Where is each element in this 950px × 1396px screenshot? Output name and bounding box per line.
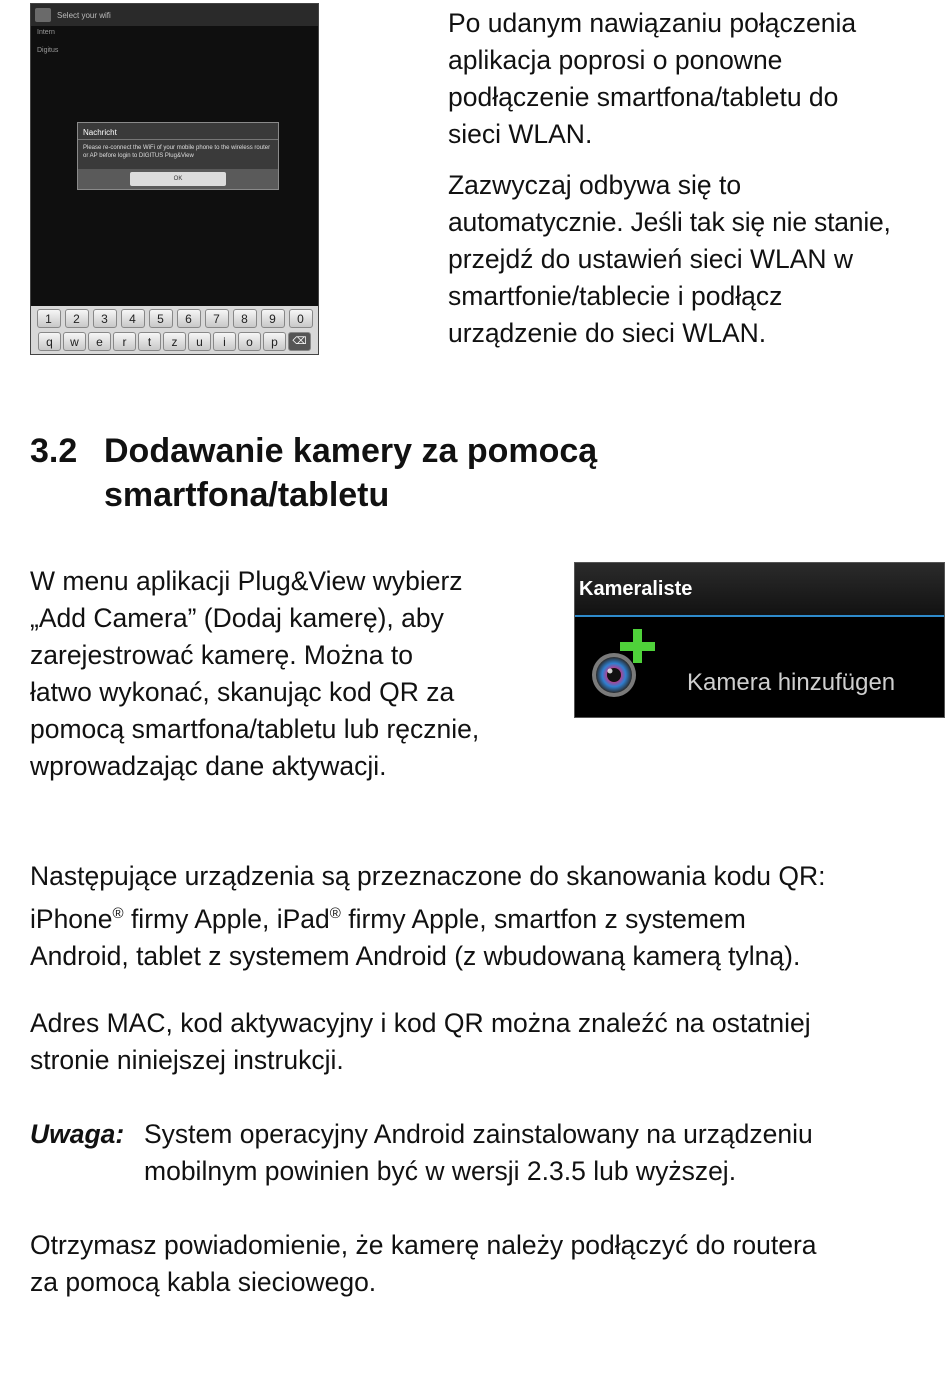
text-line: przejdź do ustawień sieci WLAN w <box>448 244 854 274</box>
dialog-message: Please re-connect the WiFi of your mobile phone to the wireless router or AP before login to DIGITUS Plug&View <box>83 145 271 159</box>
key-t[interactable]: t <box>138 332 161 351</box>
text-line: zarejestrować kamerę. Można to <box>30 640 413 670</box>
text-line: Otrzymasz powiadomienie, że kamerę należy podłączyć do routera <box>30 1230 817 1260</box>
ok-button[interactable]: OK <box>130 172 226 186</box>
camera-add-icon[interactable] <box>589 629 659 699</box>
header-divider <box>575 615 944 617</box>
section-title-line: Dodawanie kamery za pomocą <box>104 432 598 470</box>
key-9[interactable]: 9 <box>261 309 285 328</box>
text-line: podłączenie smartfona/tabletu do <box>448 82 839 112</box>
text-line: Android, tablet z systemem Android (z wbudowaną kamerą tylną). <box>30 940 801 971</box>
text-line: pomocą smartfona/tabletu lub ręcznie, <box>30 714 480 744</box>
automatic-paragraph <box>448 167 950 352</box>
dialog-footer <box>78 169 278 189</box>
key-o[interactable]: o <box>238 332 261 351</box>
mac-paragraph <box>30 1005 930 1079</box>
text-line: automatycznie. Jeśli tak się nie stanie, <box>448 207 891 237</box>
key-4[interactable]: 4 <box>121 309 145 328</box>
registered-mark: ® <box>329 905 341 922</box>
key-3[interactable]: 3 <box>93 309 117 328</box>
key-2[interactable]: 2 <box>65 309 89 328</box>
message-dialog <box>77 122 279 190</box>
wifi-item[interactable]: Intern <box>37 29 55 36</box>
key-e[interactable]: e <box>88 332 111 351</box>
section-title-line: smartfona/tabletu <box>104 476 390 514</box>
text-line: stronie niniejszej instrukcji. <box>30 1045 344 1075</box>
kameraliste-screenshot <box>574 562 945 718</box>
text-line: sieci WLAN. <box>448 119 593 149</box>
text-line <box>30 895 930 938</box>
text-line: Następujące urządzenia są przeznaczone do skanowania kodu QR: <box>30 861 826 891</box>
key-0[interactable]: 0 <box>289 309 313 328</box>
phone-title-bar <box>31 4 318 26</box>
registered-mark: ® <box>112 905 124 922</box>
key-u[interactable]: u <box>188 332 211 351</box>
add-camera-label[interactable]: Kamera hinzufügen <box>687 669 896 696</box>
text-line: łatwo wykonać, skanując kod QR za <box>30 677 455 707</box>
text-line: wprowadzając dane aktywacji. <box>30 751 387 781</box>
text-line: System operacyjny Android zainstalowany na urządzeniu <box>144 1119 813 1149</box>
section-title <box>104 429 597 517</box>
text-line: mobilnym powinien być w wersji 2.3.5 lub wyższej. <box>144 1156 737 1186</box>
key-6[interactable]: 6 <box>177 309 201 328</box>
text-line: Zazwyczaj odbywa się to <box>448 170 742 200</box>
note-label: Uwaga: <box>30 1119 125 1149</box>
app-icon <box>35 8 51 22</box>
iphone-text: iPhone <box>30 903 113 934</box>
key-7[interactable]: 7 <box>205 309 229 328</box>
devices-paragraph <box>30 858 930 975</box>
key-5[interactable]: 5 <box>149 309 173 328</box>
connection-paragraph <box>448 5 948 153</box>
key-p[interactable]: p <box>263 332 286 351</box>
keyboard-row-letters <box>31 332 318 351</box>
text-line: W menu aplikacji Plug&View wybierz <box>30 566 463 596</box>
kameraliste-header: Kameraliste <box>575 563 944 615</box>
phone-title: Select your wifi <box>57 10 111 20</box>
key-q[interactable]: q <box>38 332 61 351</box>
key-8[interactable]: 8 <box>233 309 257 328</box>
phone-screenshot <box>30 3 319 355</box>
intro-paragraph <box>30 563 560 785</box>
text-line: Po udanym nawiązaniu połączenia <box>448 8 857 38</box>
key-r[interactable]: r <box>113 332 136 351</box>
text-line: Adres MAC, kod aktywacyjny i kod QR można znaleźć na ostatniej <box>30 1008 811 1038</box>
key-z[interactable]: z <box>163 332 186 351</box>
text-line: aplikacja poprosi o ponowne <box>448 45 783 75</box>
ipad-text: firmy Apple, iPad <box>123 903 330 934</box>
text-line: smartfonie/tablecie i podłącz <box>448 281 783 311</box>
dialog-title: Nachricht <box>78 123 278 140</box>
onscreen-keyboard <box>31 306 318 355</box>
keyboard-row-numbers <box>31 309 318 328</box>
android-text: firmy Apple, smartfon z systemem <box>340 903 746 934</box>
backspace-key-icon[interactable]: ⌫ <box>288 332 311 351</box>
note-text <box>144 1116 934 1190</box>
text-line: urządzenie do sieci WLAN. <box>448 318 767 348</box>
text-line: za pomocą kabla sieciowego. <box>30 1267 377 1297</box>
key-i[interactable]: i <box>213 332 236 351</box>
text-line: „Add Camera” (Dodaj kamerę), aby <box>30 603 444 633</box>
wifi-item[interactable]: Digitus <box>37 47 59 54</box>
key-1[interactable]: 1 <box>37 309 61 328</box>
final-paragraph <box>30 1227 930 1301</box>
section-number: 3.2 <box>30 432 78 470</box>
key-w[interactable]: w <box>63 332 86 351</box>
